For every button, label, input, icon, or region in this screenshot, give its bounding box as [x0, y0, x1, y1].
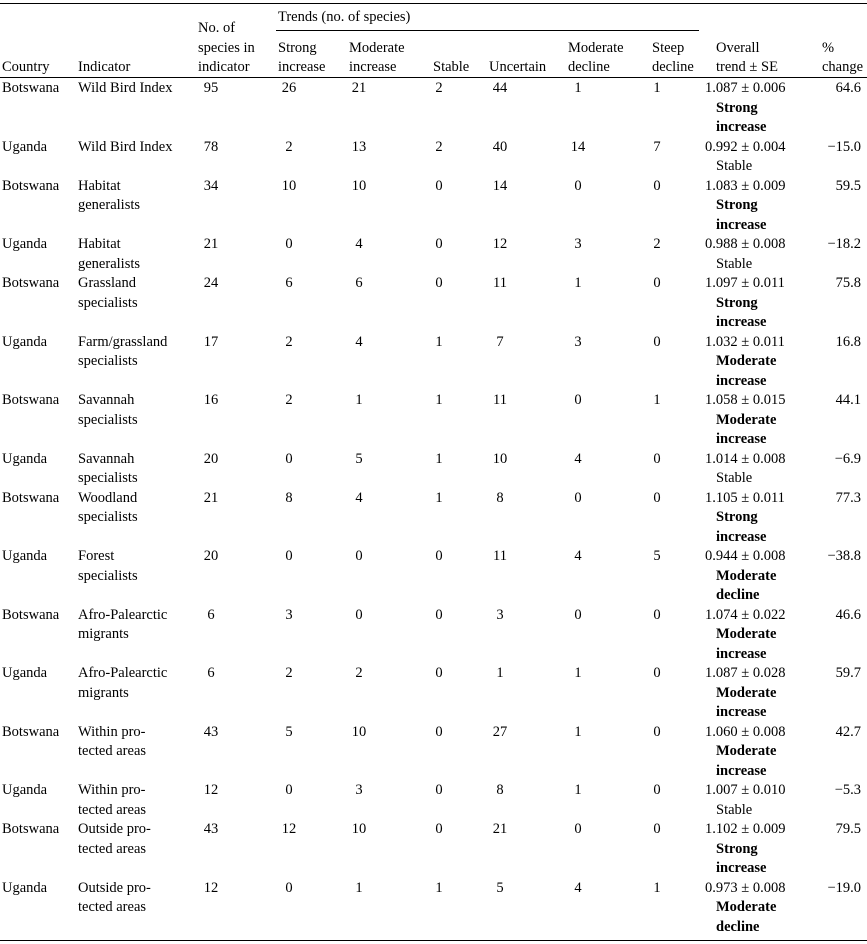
- cell-pct-change: −5.3: [834, 782, 861, 798]
- cell-indicator-line-1: Afro-Palearctic: [78, 606, 168, 623]
- cell-indicator-line-2: tected areas: [78, 899, 147, 915]
- header-species-line-1: No. of: [198, 20, 236, 36]
- cell-steep-decline: 1: [653, 80, 661, 96]
- cell-uncertain: 11: [493, 548, 507, 564]
- cell-country: Botswana: [2, 606, 60, 623]
- header-species-line-3: indicator: [198, 59, 250, 75]
- cell-indicator-line-1: Savannah: [78, 450, 135, 467]
- cell-moderate-increase: 10: [351, 723, 367, 740]
- cell-pct-change: 64.6: [835, 80, 861, 96]
- cell-overall-trend: 0.973 ± 0.008: [705, 879, 786, 896]
- cell-stable: 2: [435, 80, 443, 96]
- cell-indicator-line-2: generalists: [78, 255, 141, 272]
- cell-moderate-increase: 2: [355, 665, 363, 681]
- cell-strong-increase: 2: [285, 138, 293, 155]
- header-steep-decline-1: Steep: [652, 39, 685, 56]
- cell-trend-class-line-2: increase: [716, 645, 767, 662]
- cell-trend-class-line-2: increase: [716, 119, 767, 135]
- cell-indicator-line-1: Habitat: [78, 177, 121, 194]
- cell-overall-trend: 1.083 ± 0.009: [705, 177, 786, 194]
- cell-pct-change: 42.7: [835, 723, 861, 740]
- cell-trend-class-line-2: increase: [716, 216, 767, 233]
- cell-stable: 0: [435, 665, 443, 681]
- cell-pct-change: 77.3: [835, 489, 861, 506]
- cell-uncertain: 27: [492, 723, 508, 740]
- cell-stable: 0: [435, 275, 443, 291]
- cell-country: Botswana: [2, 392, 60, 408]
- cell-trend-class-line-2: decline: [716, 918, 760, 935]
- header-moderate-decline-2: decline: [568, 59, 610, 75]
- cell-indicator-line-2: migrants: [78, 684, 129, 701]
- cell-species-count: 12: [203, 782, 219, 798]
- cell-indicator-line-1: Within pro-: [78, 723, 146, 740]
- cell-moderate-decline: 1: [574, 723, 582, 740]
- header-strong-increase-2: increase: [278, 59, 326, 75]
- cell-country: Botswana: [2, 821, 60, 837]
- cell-uncertain: 3: [496, 606, 504, 623]
- cell-trend-class-line-2: increase: [716, 314, 767, 330]
- header-uncertain: Uncertain: [489, 59, 547, 75]
- cell-strong-increase: 2: [285, 392, 293, 408]
- cell-stable: 0: [435, 821, 443, 837]
- cell-strong-increase: 0: [285, 782, 293, 798]
- cell-strong-increase: 26: [281, 80, 297, 96]
- cell-trend-class-line-1: Strong: [716, 509, 758, 525]
- cell-indicator-line-1: Within pro-: [78, 782, 146, 798]
- header-strong-increase-1: Strong: [278, 39, 317, 56]
- cell-steep-decline: 0: [653, 275, 661, 291]
- cell-strong-increase: 6: [285, 275, 293, 291]
- cell-country: Botswana: [2, 275, 60, 291]
- cell-moderate-increase: 4: [355, 489, 363, 506]
- cell-indicator-line-1: Woodland: [78, 489, 138, 506]
- cell-trend-class-line-1: Strong: [716, 99, 758, 116]
- cell-overall-trend: 1.087 ± 0.028: [705, 665, 786, 681]
- cell-moderate-increase: 3: [355, 782, 363, 798]
- cell-stable: 0: [435, 723, 443, 740]
- cell-uncertain: 8: [496, 782, 504, 798]
- cell-overall-trend: 1.060 ± 0.008: [705, 723, 786, 740]
- cell-moderate-increase: 0: [355, 606, 363, 623]
- cell-species-count: 95: [203, 80, 219, 96]
- cell-species-count: 21: [203, 236, 219, 252]
- cell-country: Uganda: [2, 450, 48, 467]
- cell-indicator-line-2: specialists: [78, 411, 138, 428]
- cell-steep-decline: 1: [653, 879, 661, 896]
- cell-country: Uganda: [2, 236, 48, 252]
- cell-species-count: 20: [203, 548, 219, 564]
- cell-species-count: 16: [203, 392, 219, 408]
- cell-moderate-decline: 1: [574, 80, 582, 96]
- cell-moderate-decline: 1: [574, 665, 582, 681]
- header-pct-change-1: %: [822, 39, 835, 56]
- cell-overall-trend: 1.074 ± 0.022: [705, 606, 786, 623]
- cell-moderate-decline: 1: [574, 782, 582, 798]
- cell-overall-trend: 0.944 ± 0.008: [705, 548, 786, 564]
- cell-uncertain: 40: [492, 138, 508, 155]
- cell-overall-trend: 1.087 ± 0.006: [705, 80, 786, 96]
- cell-uncertain: 14: [492, 177, 508, 194]
- cell-indicator-line-2: generalists: [78, 197, 141, 213]
- cell-country: Botswana: [2, 177, 60, 194]
- cell-steep-decline: 0: [653, 450, 661, 467]
- cell-trend-class-line-1: Moderate: [716, 567, 777, 584]
- cell-uncertain: 1: [496, 665, 504, 681]
- cell-indicator-line-1: Habitat: [78, 236, 121, 252]
- cell-steep-decline: 2: [653, 236, 661, 252]
- cell-steep-decline: 0: [653, 782, 661, 798]
- cell-overall-trend: 1.105 ± 0.011: [705, 489, 785, 506]
- cell-steep-decline: 0: [653, 821, 661, 837]
- cell-uncertain: 11: [493, 275, 507, 291]
- cell-country: Uganda: [2, 333, 48, 350]
- cell-steep-decline: 0: [653, 665, 661, 681]
- cell-pct-change: 16.8: [835, 333, 861, 350]
- cell-steep-decline: 0: [653, 723, 661, 740]
- cell-overall-trend: 1.097 ± 0.011: [705, 275, 785, 291]
- cell-pct-change: 46.6: [835, 606, 861, 623]
- cell-indicator-line-1: Savannah: [78, 392, 135, 408]
- cell-stable: 1: [435, 489, 443, 506]
- cell-uncertain: 12: [492, 236, 508, 252]
- cell-pct-change: 44.1: [835, 392, 861, 408]
- cell-indicator-line-1: Afro-Palearctic: [78, 665, 168, 681]
- cell-trend-class-line-1: Strong: [716, 840, 758, 857]
- cell-country: Botswana: [2, 489, 60, 506]
- header-overall-trend-1: Overall: [716, 39, 760, 56]
- cell-species-count: 20: [203, 450, 219, 467]
- cell-steep-decline: 0: [653, 177, 661, 194]
- cell-strong-increase: 10: [281, 177, 297, 194]
- cell-country: Uganda: [2, 782, 48, 798]
- cell-pct-change: −38.8: [827, 548, 861, 564]
- cell-stable: 1: [435, 333, 443, 350]
- cell-strong-increase: 12: [281, 821, 297, 837]
- cell-stable: 0: [435, 606, 443, 623]
- cell-strong-increase: 3: [285, 606, 293, 623]
- cell-moderate-decline: 3: [574, 236, 582, 252]
- cell-trend-class-line-2: increase: [716, 762, 767, 779]
- cell-steep-decline: 0: [653, 489, 661, 506]
- cell-pct-change: −18.2: [827, 236, 861, 252]
- cell-overall-trend: 1.102 ± 0.009: [705, 821, 786, 837]
- table-top-rule: [0, 3, 867, 4]
- cell-species-count: 17: [203, 333, 219, 350]
- cell-indicator-line-1: Outside pro-: [78, 879, 151, 896]
- cell-trend-class-line-1: Moderate: [716, 353, 777, 369]
- cell-uncertain: 8: [496, 489, 504, 506]
- cell-moderate-increase: 6: [355, 275, 363, 291]
- cell-uncertain: 5: [496, 879, 504, 896]
- cell-strong-increase: 8: [285, 489, 293, 506]
- cell-steep-decline: 0: [653, 333, 661, 350]
- cell-moderate-increase: 1: [355, 879, 363, 896]
- cell-trend-class-line-1: Moderate: [716, 899, 777, 915]
- cell-steep-decline: 7: [653, 138, 661, 155]
- cell-uncertain: 44: [492, 80, 508, 96]
- cell-country: Uganda: [2, 548, 48, 564]
- cell-pct-change: −19.0: [827, 879, 861, 896]
- cell-moderate-decline: 0: [574, 392, 582, 408]
- cell-moderate-decline: 0: [574, 177, 582, 194]
- cell-strong-increase: 0: [285, 450, 293, 467]
- cell-overall-trend: 1.014 ± 0.008: [705, 450, 786, 467]
- header-trends-group: Trends (no. of species): [278, 9, 411, 25]
- cell-trend-class-line-2: decline: [716, 587, 760, 603]
- cell-trend-class-line-1: Stable: [716, 255, 753, 272]
- cell-indicator-line-1: Wild Bird Index: [78, 80, 173, 96]
- cell-indicator-line-1: Grassland: [78, 275, 136, 291]
- trends-group-underline: [276, 30, 699, 31]
- cell-species-count: 43: [203, 723, 219, 740]
- cell-stable: 0: [435, 177, 443, 194]
- cell-country: Botswana: [2, 723, 60, 740]
- cell-species-count: 43: [203, 821, 219, 837]
- header-moderate-increase-2: increase: [349, 59, 397, 75]
- cell-pct-change: 59.7: [835, 665, 861, 681]
- cell-country: Uganda: [2, 138, 48, 155]
- cell-species-count: 6: [207, 606, 215, 623]
- cell-trend-class-line-1: Strong: [716, 294, 758, 311]
- cell-moderate-decline: 3: [574, 333, 582, 350]
- cell-pct-change: 75.8: [835, 275, 861, 291]
- cell-species-count: 78: [203, 138, 219, 155]
- header-moderate-increase-1: Moderate: [349, 39, 405, 56]
- cell-pct-change: 59.5: [835, 177, 861, 194]
- cell-trend-class-line-2: increase: [716, 431, 767, 447]
- cell-stable: 0: [435, 782, 443, 798]
- cell-uncertain: 11: [493, 392, 507, 408]
- cell-strong-increase: 5: [285, 723, 293, 740]
- cell-strong-increase: 2: [285, 333, 293, 350]
- cell-indicator-line-2: migrants: [78, 626, 129, 642]
- header-country: Country: [2, 59, 50, 75]
- cell-indicator-line-1: Wild Bird Index: [78, 138, 173, 155]
- cell-moderate-increase: 13: [351, 138, 367, 155]
- cell-strong-increase: 0: [285, 236, 293, 252]
- cell-moderate-increase: 4: [355, 236, 363, 252]
- cell-uncertain: 21: [492, 821, 508, 837]
- cell-stable: 0: [435, 236, 443, 252]
- cell-trend-class-line-2: increase: [716, 704, 767, 720]
- cell-moderate-decline: 1: [574, 275, 582, 291]
- header-species-line-2: species in: [198, 39, 255, 56]
- cell-indicator-line-2: specialists: [78, 294, 138, 311]
- header-steep-decline-2: decline: [652, 59, 694, 75]
- cell-trend-class-line-2: increase: [716, 528, 767, 545]
- cell-moderate-increase: 1: [355, 392, 363, 408]
- cell-species-count: 21: [203, 489, 219, 506]
- cell-moderate-decline: 0: [574, 489, 582, 506]
- cell-country: Uganda: [2, 879, 48, 896]
- cell-stable: 1: [435, 392, 443, 408]
- cell-trend-class-line-1: Stable: [716, 470, 753, 486]
- cell-species-count: 6: [207, 665, 215, 681]
- cell-pct-change: −6.9: [834, 450, 861, 467]
- cell-indicator-line-2: specialists: [78, 567, 138, 584]
- cell-trend-class-line-1: Stable: [716, 158, 753, 174]
- cell-moderate-decline: 0: [574, 821, 582, 837]
- cell-moderate-decline: 4: [574, 548, 582, 564]
- cell-steep-decline: 5: [653, 548, 661, 564]
- header-overall-trend-2: trend ± SE: [716, 59, 778, 75]
- cell-trend-class-line-1: Moderate: [716, 411, 777, 428]
- cell-moderate-decline: 14: [570, 138, 586, 155]
- cell-moderate-decline: 0: [574, 606, 582, 623]
- cell-moderate-decline: 4: [574, 450, 582, 467]
- cell-trend-class-line-2: increase: [716, 372, 767, 389]
- cell-steep-decline: 1: [653, 392, 661, 408]
- cell-indicator-line-1: Farm/grassland: [78, 333, 168, 350]
- header-indicator: Indicator: [78, 59, 131, 75]
- cell-species-count: 12: [203, 879, 219, 896]
- cell-trend-class-line-1: Strong: [716, 197, 758, 213]
- cell-uncertain: 7: [496, 333, 504, 350]
- cell-indicator-line-2: tected areas: [78, 840, 147, 857]
- cell-moderate-increase: 10: [351, 177, 367, 194]
- cell-overall-trend: 0.988 ± 0.008: [705, 236, 786, 252]
- cell-pct-change: 79.5: [835, 821, 861, 837]
- cell-trend-class-line-1: Moderate: [716, 743, 777, 759]
- cell-pct-change: −15.0: [827, 138, 861, 155]
- cell-stable: 1: [435, 879, 443, 896]
- cell-overall-trend: 1.058 ± 0.015: [705, 392, 786, 408]
- cell-overall-trend: 1.007 ± 0.010: [705, 782, 786, 798]
- cell-stable: 0: [435, 548, 443, 564]
- table-bottom-rule: [0, 940, 867, 941]
- cell-indicator-line-2: specialists: [78, 509, 138, 525]
- cell-trend-class-line-1: Stable: [716, 801, 753, 818]
- header-moderate-decline-1: Moderate: [568, 39, 624, 56]
- cell-indicator-line-2: tected areas: [78, 743, 147, 759]
- cell-moderate-increase: 21: [351, 80, 367, 96]
- cell-indicator-line-2: tected areas: [78, 801, 147, 818]
- cell-indicator-line-2: specialists: [78, 353, 138, 369]
- cell-stable: 2: [435, 138, 443, 155]
- header-pct-change-2: change: [822, 59, 864, 75]
- cell-indicator-line-1: Forest: [78, 548, 115, 564]
- cell-trend-class-line-1: Moderate: [716, 626, 777, 642]
- cell-strong-increase: 0: [285, 879, 293, 896]
- header-stable: Stable: [433, 59, 470, 75]
- cell-moderate-increase: 5: [355, 450, 363, 467]
- cell-strong-increase: 2: [285, 665, 293, 681]
- cell-species-count: 34: [203, 177, 219, 194]
- cell-moderate-increase: 10: [351, 821, 367, 837]
- cell-country: Botswana: [2, 80, 60, 96]
- cell-country: Uganda: [2, 665, 48, 681]
- cell-moderate-increase: 4: [355, 333, 363, 350]
- cell-moderate-decline: 4: [574, 879, 582, 896]
- cell-trend-class-line-1: Moderate: [716, 684, 777, 701]
- cell-trend-class-line-2: increase: [716, 860, 767, 876]
- cell-strong-increase: 0: [285, 548, 293, 564]
- cell-moderate-increase: 0: [355, 548, 363, 564]
- cell-stable: 1: [435, 450, 443, 467]
- cell-indicator-line-2: specialists: [78, 470, 138, 486]
- cell-overall-trend: 1.032 ± 0.011: [705, 333, 785, 350]
- cell-overall-trend: 0.992 ± 0.004: [705, 138, 786, 155]
- cell-indicator-line-1: Outside pro-: [78, 821, 151, 837]
- cell-species-count: 24: [203, 275, 219, 291]
- cell-uncertain: 10: [492, 450, 508, 467]
- cell-steep-decline: 0: [653, 606, 661, 623]
